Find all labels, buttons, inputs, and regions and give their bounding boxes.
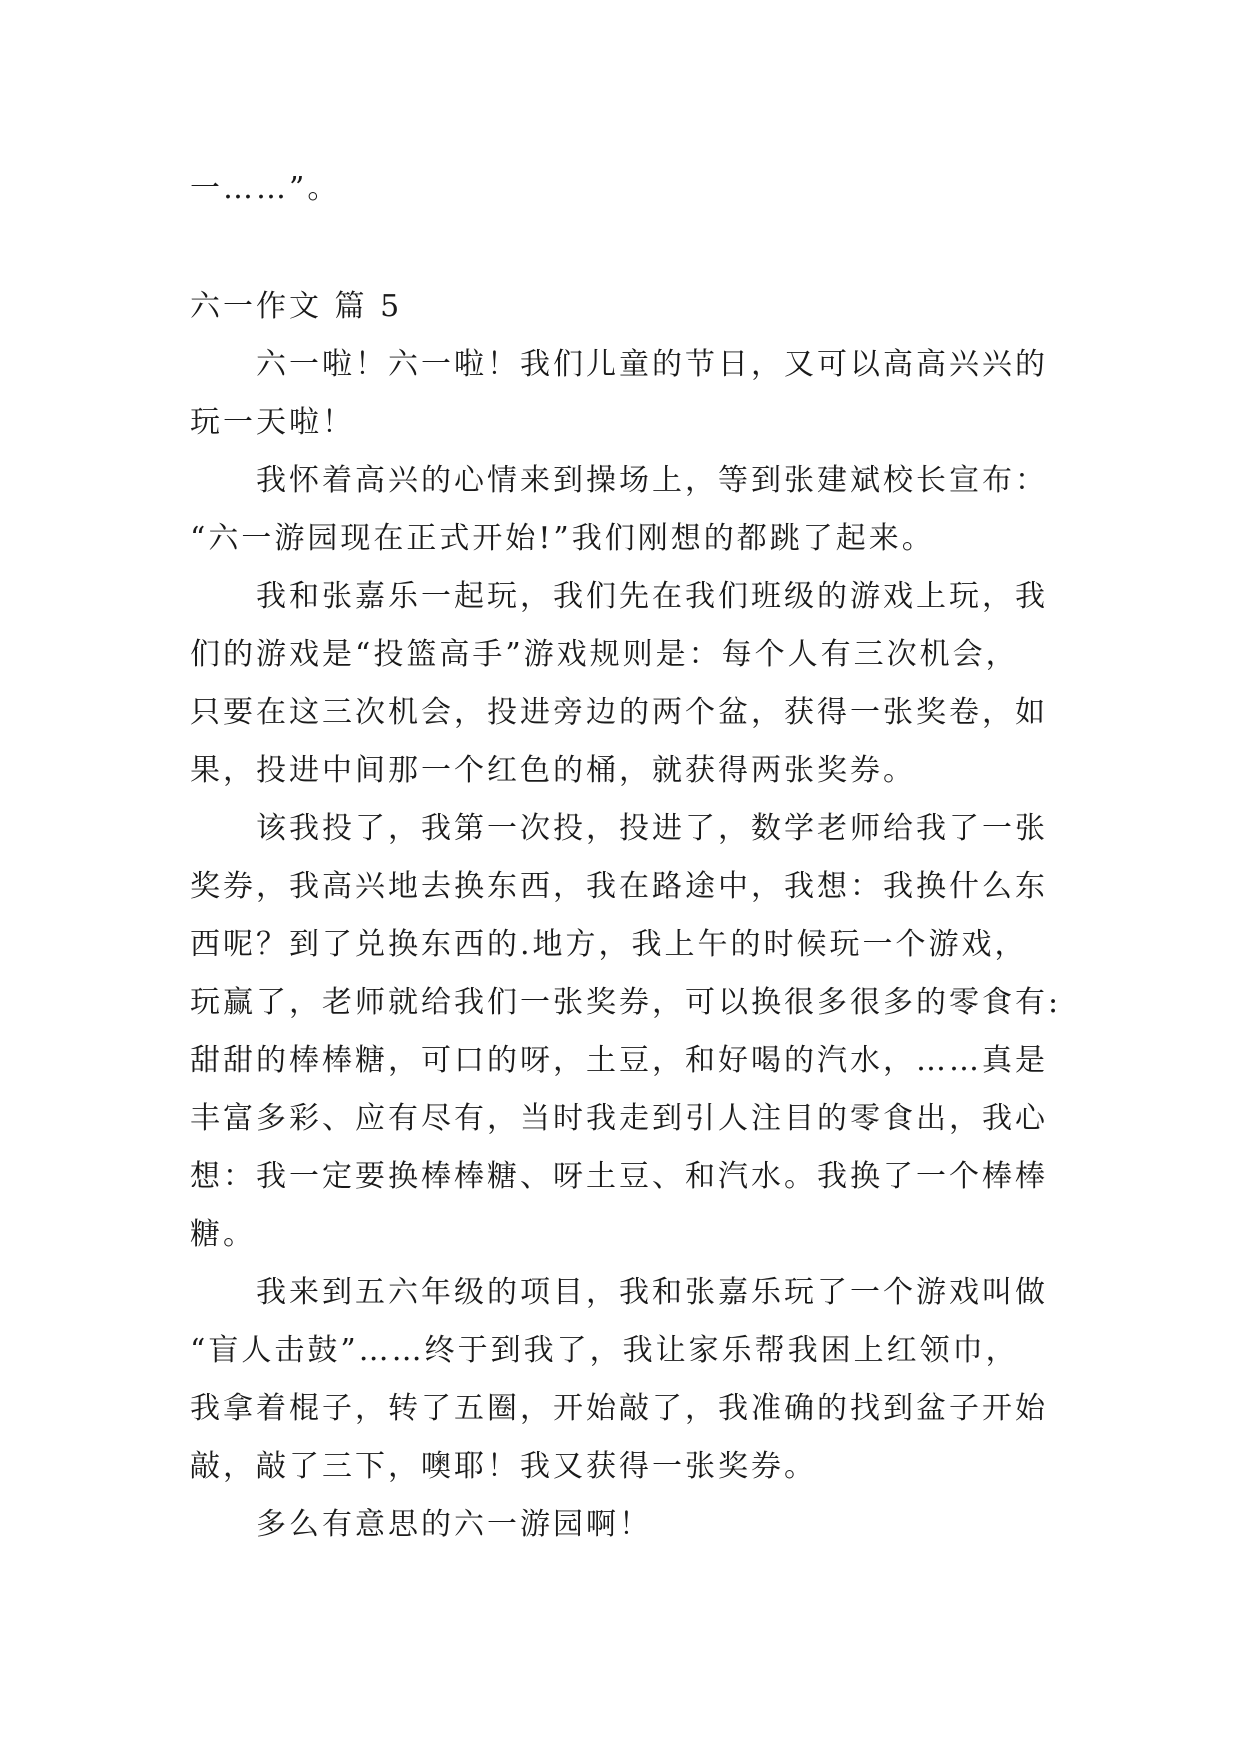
text-line: 丰富多彩、应有尽有，当时我走到引人注目的零食出，我心 [190, 1101, 1048, 1136]
text-line: 我怀着高兴的心情来到操场上，等到张建斌校长宣布： [256, 463, 1048, 498]
text-line: 奖券，我高兴地去换东西，我在路途中，我想：我换什么东 [190, 869, 1048, 904]
text-line: 我拿着棍子，转了五圈，开始敲了，我准确的找到盆子开始 [190, 1391, 1048, 1426]
paragraph [190, 800, 1060, 1264]
paragraph [190, 452, 1060, 568]
text-line: 敲，敲了三下，噢耶！我又获得一张奖券。 [190, 1449, 817, 1484]
text-line: 糖。 [190, 1217, 256, 1252]
document-body [190, 160, 1060, 1554]
text-line: 们的游戏是“投篮高手”游戏规则是：每个人有三次机会， [190, 637, 1019, 672]
text-line: 只要在这三次机会，投进旁边的两个盆，获得一张奖卷，如 [190, 695, 1048, 730]
paragraph [190, 336, 1060, 452]
text-line: 六一啦！六一啦！我们儿童的节日，又可以高高兴兴的 [256, 347, 1048, 382]
text-line: 我和张嘉乐一起玩，我们先在我们班级的游戏上玩，我 [256, 579, 1048, 614]
text-line: 甜甜的棒棒糖，可口的呀，土豆，和好喝的汽水，……真是 [190, 1043, 1048, 1078]
paragraph [190, 568, 1060, 800]
paragraph [190, 1496, 1060, 1554]
text-line: 玩一天啦！ [190, 405, 355, 440]
essay-heading: 六一作文 篇 5 [190, 289, 403, 324]
essay-paragraphs [190, 336, 1060, 1554]
text-line: “六一游园现在正式开始!”我们刚想的都跳了起来。 [190, 521, 935, 556]
text-line: 果，投进中间那一个红色的桶，就获得两张奖券。 [190, 753, 916, 788]
text-line: 西呢？到了兑换东西的.地方，我上午的时候玩一个游戏， [190, 927, 1028, 962]
paragraph [190, 1264, 1060, 1496]
text-line: 我来到五六年级的项目，我和张嘉乐玩了一个游戏叫做 [256, 1275, 1048, 1310]
text-line: 该我投了，我第一次投，投进了，数学老师给我了一张 [256, 811, 1048, 846]
text-line: 多么有意思的六一游园啊！ [256, 1507, 652, 1542]
text-line: “盲人击鼓”……终于到我了，我让家乐帮我困上红领巾， [190, 1333, 1019, 1368]
previous-essay-ending: 一……”。 [190, 171, 341, 206]
text-line: 想：我一定要换棒棒糖、呀土豆、和汽水。我换了一个棒棒 [190, 1159, 1048, 1194]
text-line: 玩赢了，老师就给我们一张奖券，可以换很多很多的零食有: [190, 985, 1062, 1020]
